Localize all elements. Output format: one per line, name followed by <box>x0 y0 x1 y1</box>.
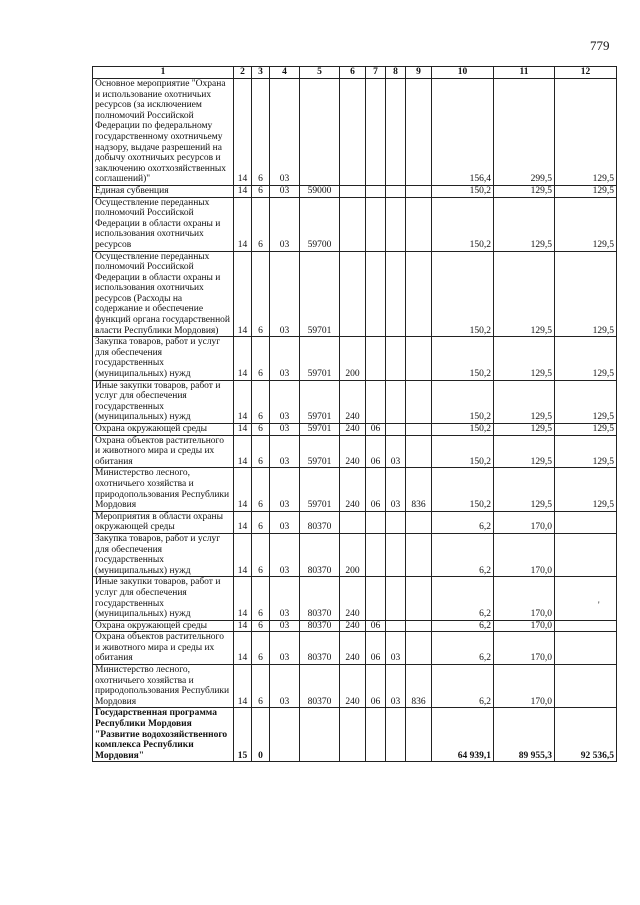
code-cell <box>386 79 406 186</box>
code-cell: 80370 <box>300 620 340 632</box>
code-cell: 80370 <box>300 533 340 576</box>
code-cell <box>386 185 406 197</box>
code-cell: 03 <box>386 632 406 665</box>
amount-cell: 129,5 <box>555 197 617 251</box>
code-cell: 6 <box>252 435 270 468</box>
row-name-cell: Государственная программа Республики Мордовия "Развитие водохозяйственного комплекса Республики Мордовия" <box>93 708 234 762</box>
amount-cell: 129,5 <box>494 424 555 436</box>
code-cell <box>406 632 432 665</box>
amount-cell: 150,2 <box>432 380 494 423</box>
code-cell: 03 <box>270 424 300 436</box>
column-header: 11 <box>494 67 555 79</box>
row-name-cell: Охрана окружающей среды <box>93 620 234 632</box>
amount-cell: 92 536,5 <box>555 708 617 762</box>
code-cell <box>366 337 386 380</box>
code-cell: 6 <box>252 577 270 620</box>
row-name-cell: Закупка товаров, работ и услуг для обеспечения государственных (муниципальных) нужд <box>93 533 234 576</box>
code-cell: 80370 <box>300 511 340 533</box>
code-cell: 14 <box>234 577 252 620</box>
amount-cell: 156,4 <box>432 79 494 186</box>
code-cell: 14 <box>234 468 252 511</box>
code-cell <box>386 620 406 632</box>
code-cell: 6 <box>252 620 270 632</box>
code-cell: 6 <box>252 424 270 436</box>
code-cell: 240 <box>340 435 366 468</box>
column-header: 8 <box>386 67 406 79</box>
code-cell <box>386 533 406 576</box>
table-row <box>93 708 617 762</box>
row-name-cell: Охрана объектов растительного и животного мира и среды их обитания <box>93 632 234 665</box>
code-cell <box>366 197 386 251</box>
code-cell <box>366 380 386 423</box>
amount-cell: 170,0 <box>494 620 555 632</box>
amount-cell: 89 955,3 <box>494 708 555 762</box>
code-cell <box>366 577 386 620</box>
code-cell: 59701 <box>300 424 340 436</box>
column-header: 4 <box>270 67 300 79</box>
code-cell: 80370 <box>300 665 340 708</box>
code-cell: 03 <box>270 197 300 251</box>
code-cell: 200 <box>340 533 366 576</box>
code-cell: 6 <box>252 665 270 708</box>
code-cell: 6 <box>252 337 270 380</box>
amount-cell <box>555 577 617 620</box>
amount-cell: 6,2 <box>432 577 494 620</box>
code-cell: 03 <box>270 533 300 576</box>
code-cell <box>406 708 432 762</box>
amount-cell: 129,5 <box>494 251 555 337</box>
amount-cell: 129,5 <box>555 337 617 380</box>
column-header: 1 <box>93 67 234 79</box>
amount-cell <box>555 533 617 576</box>
code-cell <box>406 620 432 632</box>
table-row <box>93 424 617 436</box>
code-cell <box>340 511 366 533</box>
amount-cell: 129,5 <box>494 185 555 197</box>
code-cell <box>366 511 386 533</box>
code-cell: 59701 <box>300 468 340 511</box>
row-name-cell: Иные закупки товаров, работ и услуг для обеспечения государственных (муниципальных) нужд <box>93 577 234 620</box>
column-header: 9 <box>406 67 432 79</box>
amount-cell: 6,2 <box>432 665 494 708</box>
column-header: 12 <box>555 67 617 79</box>
code-cell: 240 <box>340 577 366 620</box>
row-name-cell: Министерство лесного, охотничьего хозяйства и природопользования Республики Мордовия <box>93 665 234 708</box>
amount-cell: 129,5 <box>555 435 617 468</box>
amount-cell: 129,5 <box>555 424 617 436</box>
code-cell: 0 <box>252 708 270 762</box>
code-cell <box>366 533 386 576</box>
code-cell <box>406 380 432 423</box>
amount-cell: 129,5 <box>555 251 617 337</box>
row-name-cell: Закупка товаров, работ и услуг для обеспечения государственных (муниципальных) нужд <box>93 337 234 380</box>
code-cell: 03 <box>270 665 300 708</box>
code-cell: 59701 <box>300 251 340 337</box>
code-cell: 6 <box>252 468 270 511</box>
column-header: 6 <box>340 67 366 79</box>
amount-cell: 129,5 <box>555 468 617 511</box>
amount-cell: 170,0 <box>494 577 555 620</box>
amount-cell: 150,2 <box>432 435 494 468</box>
code-cell <box>406 424 432 436</box>
table-row <box>93 620 617 632</box>
code-cell: 14 <box>234 665 252 708</box>
code-cell: 03 <box>270 632 300 665</box>
code-cell <box>366 708 386 762</box>
amount-cell: 129,5 <box>494 337 555 380</box>
table-row <box>93 533 617 576</box>
code-cell: 03 <box>270 435 300 468</box>
code-cell <box>386 380 406 423</box>
code-cell <box>340 251 366 337</box>
column-header: 5 <box>300 67 340 79</box>
amount-cell: 150,2 <box>432 197 494 251</box>
code-cell: 14 <box>234 511 252 533</box>
code-cell: 59700 <box>300 197 340 251</box>
code-cell <box>340 197 366 251</box>
amount-cell: 170,0 <box>494 665 555 708</box>
amount-cell <box>555 665 617 708</box>
code-cell: 6 <box>252 185 270 197</box>
code-cell <box>366 185 386 197</box>
code-cell: 6 <box>252 79 270 186</box>
code-cell: 836 <box>406 468 432 511</box>
code-cell <box>340 79 366 186</box>
code-cell <box>386 197 406 251</box>
code-cell: 03 <box>270 337 300 380</box>
code-cell <box>300 79 340 186</box>
code-cell <box>366 251 386 337</box>
code-cell <box>300 708 340 762</box>
code-cell: 14 <box>234 251 252 337</box>
code-cell: 6 <box>252 533 270 576</box>
code-cell: 14 <box>234 380 252 423</box>
amount-cell: 150,2 <box>432 251 494 337</box>
code-cell: 06 <box>366 620 386 632</box>
code-cell: 59701 <box>300 435 340 468</box>
code-cell: 03 <box>270 251 300 337</box>
code-cell <box>406 337 432 380</box>
code-cell: 14 <box>234 197 252 251</box>
row-name-cell: Иные закупки товаров, работ и услуг для обеспечения государственных (муниципальных) нужд <box>93 380 234 423</box>
row-name-cell: Основное мероприятие "Охрана и использование охотничьих ресурсов (за исключением полномочий Российской Федерации по федеральному государственному охотничьему надзору, выдаче разрешений на добычу охотничьих ресурсов и заключению охотхозяйственных соглашений)" <box>93 79 234 186</box>
code-cell: 59701 <box>300 337 340 380</box>
code-cell <box>406 185 432 197</box>
code-cell: 15 <box>234 708 252 762</box>
code-cell: 6 <box>252 511 270 533</box>
amount-cell: 129,5 <box>494 380 555 423</box>
code-cell: 59701 <box>300 380 340 423</box>
code-cell: 06 <box>366 665 386 708</box>
code-cell: 6 <box>252 632 270 665</box>
amount-cell <box>555 511 617 533</box>
code-cell: 03 <box>270 511 300 533</box>
amount-cell: 129,5 <box>555 79 617 186</box>
code-cell <box>386 708 406 762</box>
amount-cell: 64 939,1 <box>432 708 494 762</box>
code-cell <box>406 577 432 620</box>
table-row <box>93 197 617 251</box>
code-cell: 14 <box>234 185 252 197</box>
code-cell: 14 <box>234 337 252 380</box>
table-row <box>93 251 617 337</box>
code-cell: 14 <box>234 533 252 576</box>
row-name-cell: Охрана окружающей среды <box>93 424 234 436</box>
table-row <box>93 665 617 708</box>
code-cell <box>340 708 366 762</box>
code-cell: 14 <box>234 424 252 436</box>
amount-cell: 150,2 <box>432 424 494 436</box>
code-cell <box>386 424 406 436</box>
column-header: 2 <box>234 67 252 79</box>
code-cell: 03 <box>270 79 300 186</box>
code-cell: 06 <box>366 424 386 436</box>
code-cell <box>406 79 432 186</box>
code-cell <box>270 708 300 762</box>
amount-cell: 170,0 <box>494 533 555 576</box>
column-header: 10 <box>432 67 494 79</box>
row-name-cell: Единая субвенция <box>93 185 234 197</box>
code-cell: 03 <box>386 468 406 511</box>
code-cell: 14 <box>234 620 252 632</box>
amount-cell: 129,5 <box>494 468 555 511</box>
code-cell: 03 <box>386 665 406 708</box>
code-cell: 80370 <box>300 632 340 665</box>
code-cell: 03 <box>270 577 300 620</box>
amount-cell: 299,5 <box>494 79 555 186</box>
code-cell: 03 <box>270 468 300 511</box>
budget-table <box>92 66 617 762</box>
code-cell: 03 <box>270 380 300 423</box>
code-cell: 80370 <box>300 577 340 620</box>
code-cell: 240 <box>340 620 366 632</box>
code-cell: 240 <box>340 424 366 436</box>
amount-cell: 6,2 <box>432 511 494 533</box>
table-row <box>93 337 617 380</box>
amount-cell: 6,2 <box>432 632 494 665</box>
table-body <box>93 79 617 762</box>
code-cell <box>406 251 432 337</box>
code-cell: 06 <box>366 468 386 511</box>
amount-cell: 6,2 <box>432 620 494 632</box>
code-cell: 59000 <box>300 185 340 197</box>
code-cell: 14 <box>234 79 252 186</box>
code-cell: 6 <box>252 197 270 251</box>
amount-cell: 170,0 <box>494 511 555 533</box>
row-name-cell: Осуществление переданных полномочий Российской Федерации в области охраны и использования охотничьих ресурсов (Расходы на содержание и обеспечение функций органа государственной власти Республики Мордовия) <box>93 251 234 337</box>
code-cell: 240 <box>340 665 366 708</box>
table-header-row <box>93 67 617 79</box>
column-header: 7 <box>366 67 386 79</box>
code-cell: 240 <box>340 632 366 665</box>
amount-cell: 150,2 <box>432 468 494 511</box>
code-cell: 240 <box>340 380 366 423</box>
code-cell: 6 <box>252 251 270 337</box>
amount-cell <box>555 632 617 665</box>
page-number: 779 <box>590 38 610 53</box>
amount-cell: 129,5 <box>555 185 617 197</box>
code-cell <box>386 337 406 380</box>
amount-cell: 129,5 <box>494 435 555 468</box>
table-row <box>93 577 617 620</box>
amount-cell <box>555 620 617 632</box>
code-cell: 06 <box>366 435 386 468</box>
code-cell: 03 <box>386 435 406 468</box>
row-name-cell: Охрана объектов растительного и животного мира и среды их обитания <box>93 435 234 468</box>
code-cell: 03 <box>270 620 300 632</box>
code-cell <box>406 511 432 533</box>
code-cell <box>406 533 432 576</box>
column-header: 3 <box>252 67 270 79</box>
row-name-cell: Осуществление переданных полномочий Российской Федерации в области охраны и использования охотничьих ресурсов <box>93 197 234 251</box>
table-row <box>93 511 617 533</box>
table-row <box>93 435 617 468</box>
code-cell <box>406 435 432 468</box>
code-cell: 06 <box>366 632 386 665</box>
code-cell: 14 <box>234 435 252 468</box>
code-cell: 14 <box>234 632 252 665</box>
row-name-cell: Мероприятия в области охраны окружающей среды <box>93 511 234 533</box>
amount-cell: 129,5 <box>494 197 555 251</box>
table-row <box>93 468 617 511</box>
code-cell: 836 <box>406 665 432 708</box>
code-cell <box>366 79 386 186</box>
code-cell <box>386 511 406 533</box>
code-cell <box>406 197 432 251</box>
code-cell: 03 <box>270 185 300 197</box>
amount-cell: 6,2 <box>432 533 494 576</box>
code-cell <box>386 577 406 620</box>
amount-cell: 129,5 <box>555 380 617 423</box>
code-cell: 240 <box>340 468 366 511</box>
amount-cell: 150,2 <box>432 185 494 197</box>
table-row <box>93 380 617 423</box>
code-cell: 200 <box>340 337 366 380</box>
code-cell: 6 <box>252 380 270 423</box>
row-name-cell: Министерство лесного, охотничьего хозяйства и природопользования Республики Мордовия <box>93 468 234 511</box>
table-row <box>93 79 617 186</box>
table-row <box>93 632 617 665</box>
code-cell <box>340 185 366 197</box>
stray-mark: ' <box>598 600 600 610</box>
code-cell <box>386 251 406 337</box>
amount-cell: 150,2 <box>432 337 494 380</box>
table-row <box>93 185 617 197</box>
amount-cell: 170,0 <box>494 632 555 665</box>
